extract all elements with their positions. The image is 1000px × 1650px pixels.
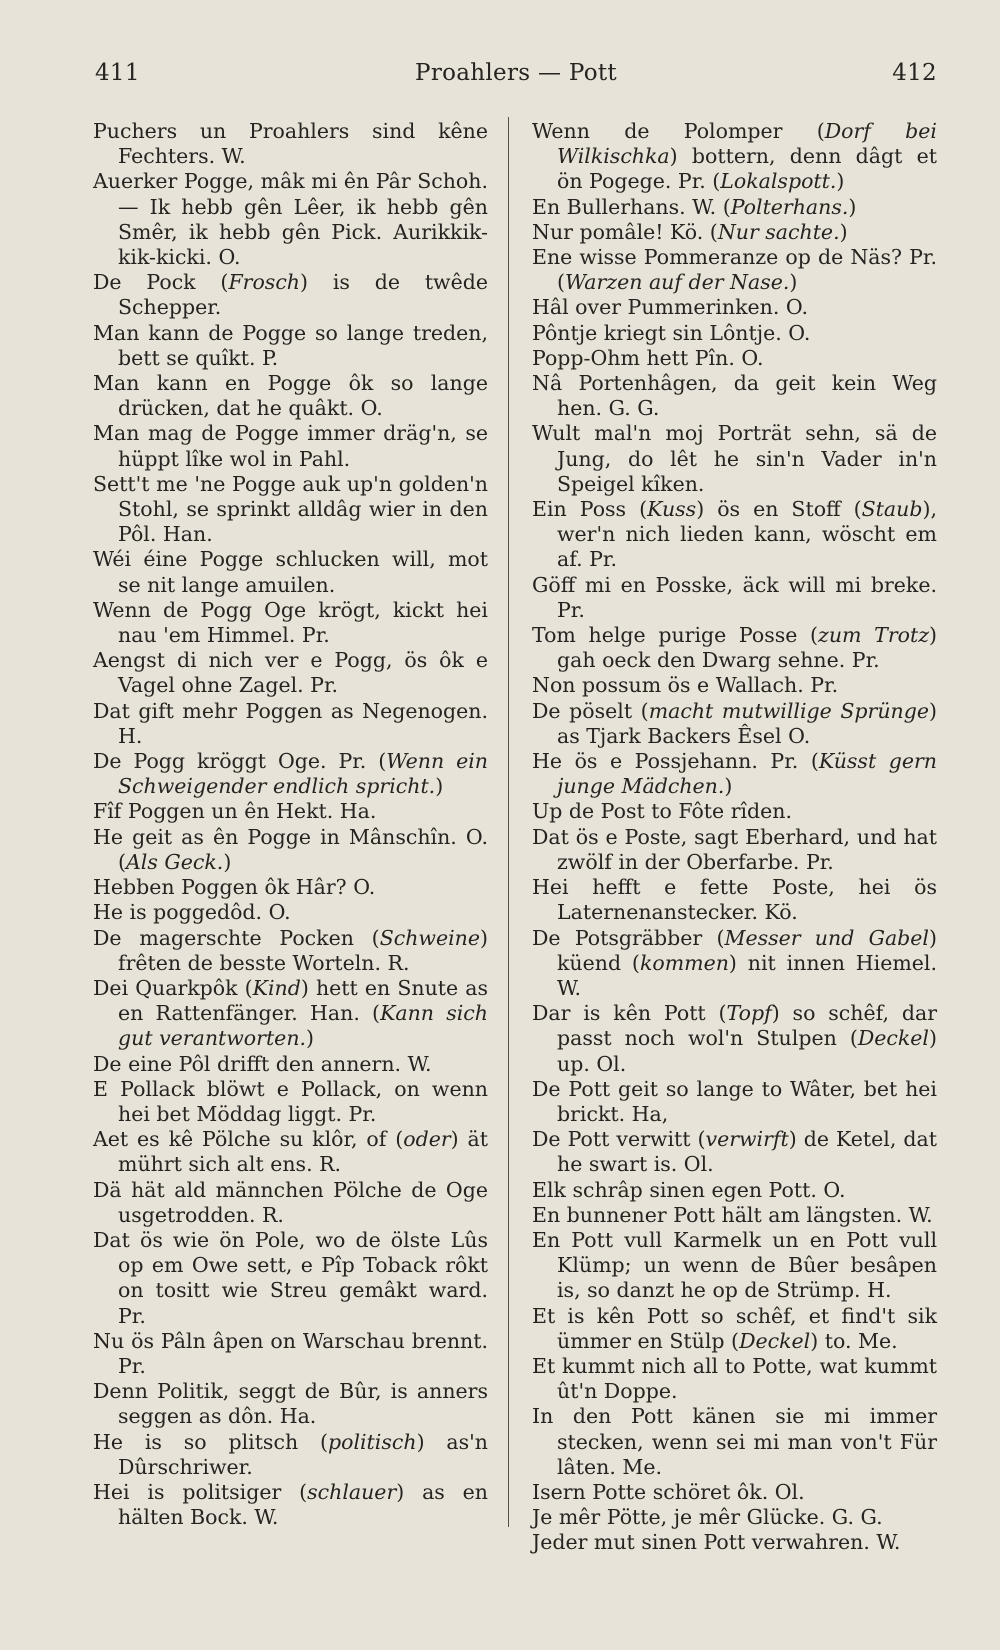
entry-text: ) xyxy=(839,219,848,244)
proverb-entry xyxy=(93,598,488,648)
proverb-entry xyxy=(93,1379,488,1429)
proverb-entry xyxy=(532,699,937,749)
proverb-entry xyxy=(93,799,488,824)
entry-gloss: Wenn ein Schweigender endlich spricht. xyxy=(118,749,488,799)
entry-text: Et kummt nich all to Potte, wat kummt ût'n Doppe. xyxy=(532,1353,937,1404)
right-column xyxy=(532,119,937,1556)
proverb-entry xyxy=(532,749,937,799)
proverb-entry xyxy=(532,1404,937,1480)
entry-text: Dä hät ald männchen Pölche de Oge usgetrodden. R. xyxy=(93,1177,488,1227)
entry-text: Ene wisse Pommeranze op de Näs? Pr. ( xyxy=(532,245,937,295)
entry-text: Dat gift mehr Poggen as Negenogen. H. xyxy=(93,698,488,748)
entry-text: Isern Potte schöret ôk. Ol. xyxy=(532,1479,805,1504)
entry-text: ) xyxy=(435,774,444,799)
right-page-number: 412 xyxy=(892,60,937,86)
entry-gloss: schlauer xyxy=(307,1479,397,1504)
entry-text: En Pott vull Karmelk un en Pott vull Klümp; un wenn de Bûer besâpen is, so danzt he op de Strümp. H. xyxy=(532,1227,937,1303)
entry-gloss: Küsst gern junge Mädchen. xyxy=(557,749,938,799)
proverb-entry xyxy=(532,1304,937,1354)
entry-text: ) so schêf, dar passt noch wol'n Stulpen ( xyxy=(557,1001,938,1051)
entry-text: ) ös en Stoff ( xyxy=(696,497,862,522)
entry-text: Man mag de Pogge immer dräg'n, se hüppt lîke wol in Pahl. xyxy=(93,421,488,471)
proverb-entry xyxy=(93,119,488,169)
proverb-entry xyxy=(532,497,937,573)
entry-gloss: politisch xyxy=(327,1429,417,1454)
proverb-entry xyxy=(532,421,937,497)
proverb-entry xyxy=(93,421,488,471)
proverb-entry xyxy=(532,1077,937,1127)
entry-text: He is poggedôd. O. xyxy=(93,900,291,925)
proverb-entry xyxy=(93,749,488,799)
entry-text: He geit as ên Pogge in Mânschîn. O. ( xyxy=(93,824,488,874)
entry-text: En bunnener Pott hält am längsten. W. xyxy=(532,1202,933,1227)
entry-text: ) ät mührt sich alt ens. R. xyxy=(118,1127,488,1177)
proverb-entry xyxy=(93,699,488,749)
proverb-entry xyxy=(532,573,937,623)
entry-gloss: Staub xyxy=(861,497,923,522)
entry-text: Man kann en Pogge ôk so lange drücken, dat he quâkt. O. xyxy=(93,371,488,421)
entry-text: ) xyxy=(223,849,232,874)
entry-text: ) de Ketel, dat he swart is. Ol. xyxy=(557,1127,937,1177)
entry-text: ), wer'n nich lieden kann, wöscht em af. Pr. xyxy=(557,497,937,572)
entry-gloss: zum Trotz xyxy=(818,623,929,648)
entry-text: Dar is kên Pott ( xyxy=(532,1001,727,1026)
entry-gloss: Messer und Gabel xyxy=(724,925,929,950)
proverb-entry xyxy=(532,1001,937,1077)
proverb-entry xyxy=(532,321,937,346)
entry-text: De eine Pôl drifft den annern. W. xyxy=(93,1051,432,1076)
proverb-entry xyxy=(93,976,488,1052)
entry-text: ) as en hälten Bock. W. xyxy=(118,1479,489,1530)
entry-text: ) is de twêde Schepper. xyxy=(118,270,488,320)
proverb-entry xyxy=(93,1077,488,1127)
entry-text: Non possum ös e Wallach. Pr. xyxy=(532,673,839,698)
proverb-entry xyxy=(532,1228,937,1304)
entry-text: Wenn de Pogg Oge krögt, kickt hei nau 'em Himmel. Pr. xyxy=(93,597,488,648)
proverb-entry xyxy=(532,119,937,195)
proverb-entry xyxy=(532,295,937,320)
entry-text: Elk schrâp sinen egen Pott. O. xyxy=(532,1177,846,1202)
entry-text: Fîf Poggen un ên Hekt. Ha. xyxy=(93,799,377,824)
proverb-entry xyxy=(532,1505,937,1530)
entry-text: Puchers un Proahlers sind kêne Fechters. W. xyxy=(93,119,488,169)
entry-text: Nu ös Pâln âpen on Warschau brennt. Pr. xyxy=(93,1328,488,1378)
entry-text: ) xyxy=(848,194,857,219)
entry-gloss: Schweine xyxy=(379,925,480,950)
entry-text: Wéi éine Pogge schlucken will, mot se nit lange amuilen. xyxy=(93,547,488,597)
proverb-entry xyxy=(93,875,488,900)
entry-text: ) frêten de besste Worteln. R. xyxy=(118,925,488,975)
entry-text: De Pott geit so lange to Wâter, bet hei brickt. Ha, xyxy=(532,1076,937,1126)
entry-text: Sett't me 'ne Pogge auk up'n golden'n Stohl, se sprinkt alldâg wier in den Pôl. Han. xyxy=(93,471,488,547)
proverb-entry xyxy=(532,245,937,295)
entry-gloss: Deckel xyxy=(739,1328,811,1353)
proverb-entry xyxy=(532,623,937,673)
proverb-entry xyxy=(532,1203,937,1228)
entry-text: He ös e Possjehann. Pr. ( xyxy=(532,749,819,774)
entry-text: En Bullerhans. W. ( xyxy=(532,194,731,219)
entry-text: Hebben Poggen ôk Hâr? O. xyxy=(93,875,376,900)
entry-text: Wult mal'n moj Porträt sehn, sä de Jung, do lêt he sin'n Vader in'n Speigel kîken. xyxy=(532,421,937,496)
proverb-entry xyxy=(93,1430,488,1480)
entry-text: Pôntje kriegt sin Lôntje. O. xyxy=(532,320,811,345)
running-title: Proahlers — Pott xyxy=(415,60,617,86)
entry-text: ) nit innen Hiemel. W. xyxy=(557,950,937,1000)
entry-gloss: Als Geck. xyxy=(126,849,224,874)
entry-text: Aengst di nich ver e Pogg, ös ôk e Vagel ohne Zagel. Pr. xyxy=(93,648,488,698)
entry-text: Hâl over Pummerinken. O. xyxy=(532,295,809,320)
left-page-number: 411 xyxy=(95,60,140,86)
proverb-entry xyxy=(93,926,488,976)
proverb-entry xyxy=(93,648,488,698)
entry-gloss: macht mutwillige Sprünge xyxy=(648,698,930,723)
proverb-entry xyxy=(93,1127,488,1177)
entry-text: ) xyxy=(306,1026,315,1051)
entry-gloss: Topf xyxy=(726,1001,772,1026)
entry-text: Jeder mut sinen Pott verwahren. W. xyxy=(532,1530,901,1555)
entry-text: Je mêr Pötte, je mêr Glücke. G. G. xyxy=(532,1505,883,1530)
entry-gloss: Kuss xyxy=(647,497,697,522)
entry-text: De Potsgräbber ( xyxy=(532,925,725,950)
proverb-entry xyxy=(532,346,937,371)
running-header xyxy=(95,60,937,90)
entry-text: De Pott verwitt ( xyxy=(532,1127,706,1152)
entry-gloss: Dorf bei Wilkischka xyxy=(557,119,937,169)
entry-text: He is so plitsch ( xyxy=(93,1429,328,1454)
entry-text: In den Pott känen sie mi immer stecken, wenn sei mi man von't Für lâten. Me. xyxy=(532,1404,937,1479)
entry-text: De magerschte Pocken ( xyxy=(93,925,380,950)
proverb-entry xyxy=(93,1480,488,1530)
proverb-entry xyxy=(532,220,937,245)
entry-text: Göff mi en Posske, äck will mi breke. Pr. xyxy=(532,572,937,622)
entry-text: ) küend ( xyxy=(557,925,937,975)
entry-gloss: Lokalspott. xyxy=(720,169,837,194)
proverb-entry xyxy=(532,195,937,220)
entry-text: ) xyxy=(724,774,733,799)
entry-text: ) as'n Dûrschriwer. xyxy=(118,1429,488,1479)
proverb-entry xyxy=(93,321,488,371)
entry-text: Man kann de Pogge so lange treden, bett se quîkt. P. xyxy=(93,320,488,370)
proverb-entry xyxy=(532,825,937,875)
entry-text: Dei Quarkpôk ( xyxy=(93,975,253,1000)
proverb-entry xyxy=(93,472,488,548)
proverb-entry xyxy=(532,1354,937,1404)
proverb-entry xyxy=(93,1228,488,1329)
entry-text: ) bottern, denn dâgt et ön Pogege. Pr. ( xyxy=(557,144,937,194)
proverb-entry xyxy=(532,1127,937,1177)
entry-text: Popp-Ohm hett Pîn. O. xyxy=(532,345,764,370)
entry-text: ) xyxy=(789,270,798,295)
entry-text: Aet es kê Pölche su klôr, of ( xyxy=(93,1127,404,1152)
entry-gloss: Frosch xyxy=(228,270,301,295)
left-column xyxy=(93,119,488,1530)
entry-text: Wenn de Polomper ( xyxy=(532,119,825,143)
entry-text: Nâ Portenhâgen, da geit kein Weg hen. G. G. xyxy=(532,371,937,421)
proverb-entry xyxy=(93,900,488,925)
entry-gloss: Polterhans. xyxy=(730,194,849,219)
proverb-entry xyxy=(532,1178,937,1203)
entry-text: ) as Tjark Backers Êsel O. xyxy=(557,698,938,748)
entry-text: Dat ös e Poste, sagt Eberhard, und hat zwölf in der Oberfarbe. Pr. xyxy=(532,824,937,874)
entry-text: Auerker Pogge, mâk mi ên Pâr Schoh. — Ik hebb gên Lêer, ik hebb gên Smêr, ik hebb gên Pick. Aurikkik-kik-kicki. O. xyxy=(93,169,488,270)
entry-text: Tom helge purige Posse ( xyxy=(532,623,819,648)
entry-text: ) gah oeck den Dwarg sehne. Pr. xyxy=(557,623,937,673)
entry-text: De Pogg kröggt Oge. Pr. ( xyxy=(93,749,387,774)
proverb-entry xyxy=(93,1178,488,1228)
entry-text: Ein Poss ( xyxy=(532,497,648,522)
proverb-entry xyxy=(93,825,488,875)
entry-text: De pöselt ( xyxy=(532,698,649,723)
proverb-entry xyxy=(532,1480,937,1505)
entry-gloss: Deckel xyxy=(857,1026,929,1051)
proverb-entry xyxy=(532,799,937,824)
column-divider xyxy=(508,117,509,1527)
entry-text: E Pollack blöwt e Pollack, on wenn hei bet Möddag liggt. Pr. xyxy=(93,1076,488,1126)
entry-text: Hei is politsiger ( xyxy=(93,1479,308,1504)
entry-gloss: Warzen auf der Nase. xyxy=(565,270,790,295)
proverb-entry xyxy=(532,926,937,1002)
proverb-entry xyxy=(93,169,488,270)
proverb-entry xyxy=(532,1530,937,1555)
entry-gloss: Nur sachte. xyxy=(717,219,840,244)
entry-gloss: kommen xyxy=(639,950,729,975)
entry-text: ) up. Ol. xyxy=(557,1026,937,1076)
entry-gloss: Kann sich gut verantworten. xyxy=(118,1001,488,1051)
proverb-entry xyxy=(93,371,488,421)
entry-gloss: oder xyxy=(403,1127,451,1152)
entry-gloss: Kind xyxy=(252,975,301,1000)
entry-text: ) to. Me. xyxy=(810,1328,898,1353)
entry-text: Denn Politik, seggt de Bûr, is anners seggen as dôn. Ha. xyxy=(93,1379,488,1429)
proverb-entry xyxy=(93,1329,488,1379)
proverb-entry xyxy=(532,673,937,698)
proverb-entry xyxy=(532,875,937,925)
entry-text: Dat ös wie ön Pole, wo de ölste Lûs op em Owe sett, e Pîp Toback rôkt on tositt wie Streu gemâkt ward. Pr. xyxy=(93,1227,488,1328)
entry-text: De Pock ( xyxy=(93,270,229,295)
entry-text: ) xyxy=(836,169,845,194)
proverb-entry xyxy=(93,1052,488,1077)
entry-text: ) hett en Snute as en Rattenfänger. Han. ( xyxy=(118,975,488,1026)
proverb-entry xyxy=(93,270,488,320)
entry-text: Hei hefft e fette Poste, hei ös Laternenanstecker. Kö. xyxy=(532,875,937,925)
entry-text: Up de Post to Fôte rîden. xyxy=(532,799,793,824)
entry-text: Et is kên Pott so schêf, et find't sik ümmer en Stülp ( xyxy=(532,1303,937,1353)
entry-gloss: verwirft xyxy=(705,1127,789,1152)
proverb-entry xyxy=(93,547,488,597)
entry-text: Nur pomâle! Kö. ( xyxy=(532,219,718,244)
proverb-entry xyxy=(532,371,937,421)
